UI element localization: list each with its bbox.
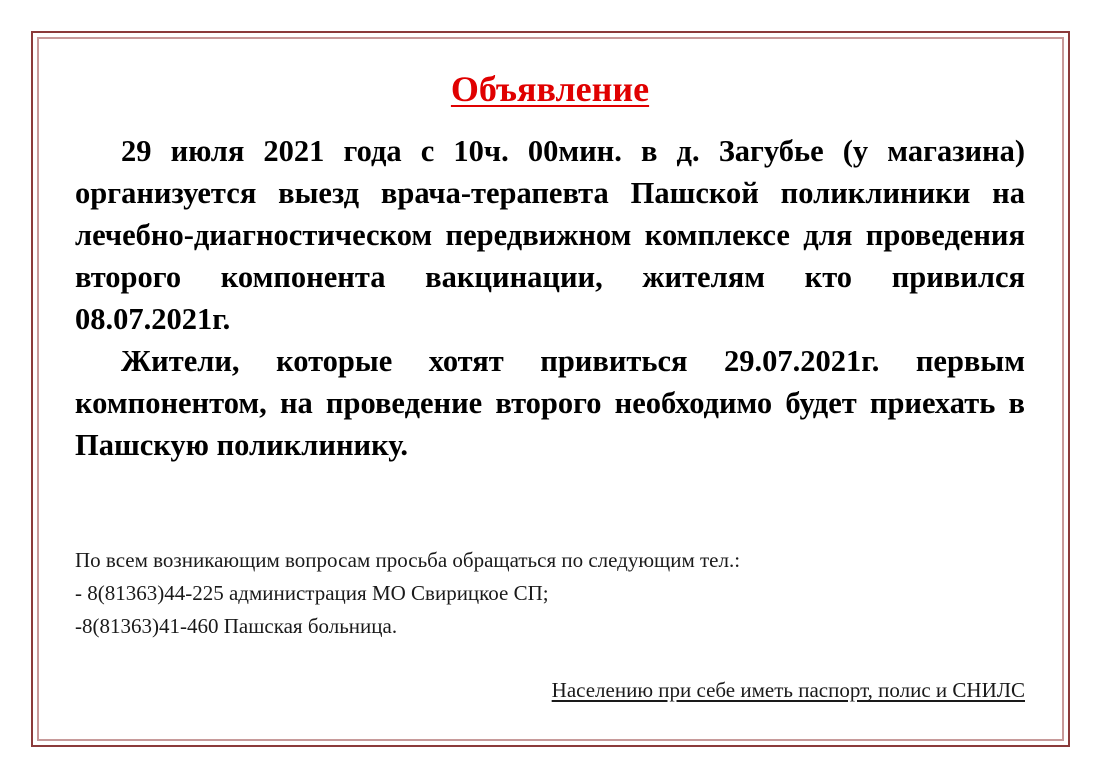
announcement-paragraph-1: 29 июля 2021 года с 10ч. 00мин. в д. Загубье (у магазина) организуется выезд врача-терапевта Пашской поликлиники на лечебно-диагностическом передвижном комплексе для проведения второго компонента вакцинации, жителям кто привился 08.07.2021г.: [75, 134, 1025, 336]
contact-line-hospital: -8(81363)41-460 Пашская больница.: [75, 614, 398, 638]
announcement-title: Объявление: [450, 69, 650, 109]
contacts-block: [75, 544, 1025, 643]
announcement-body: [75, 130, 1025, 466]
contact-line-administration: - 8(81363)44-225 администрация МО Свирицкое СП;: [75, 581, 549, 605]
contacts-intro: По всем возникающим вопросам просьба обращаться по следующим тел.:: [75, 548, 741, 572]
announcement-paragraph-2: Жители, которые хотят привиться 29.07.2021г. первым компонентом, на проведение второго необходимо будет приехать в Пашскую поликлинику.: [75, 344, 1025, 462]
documents-note: Населению при себе иметь паспорт, полис и СНИЛС: [551, 678, 1025, 702]
